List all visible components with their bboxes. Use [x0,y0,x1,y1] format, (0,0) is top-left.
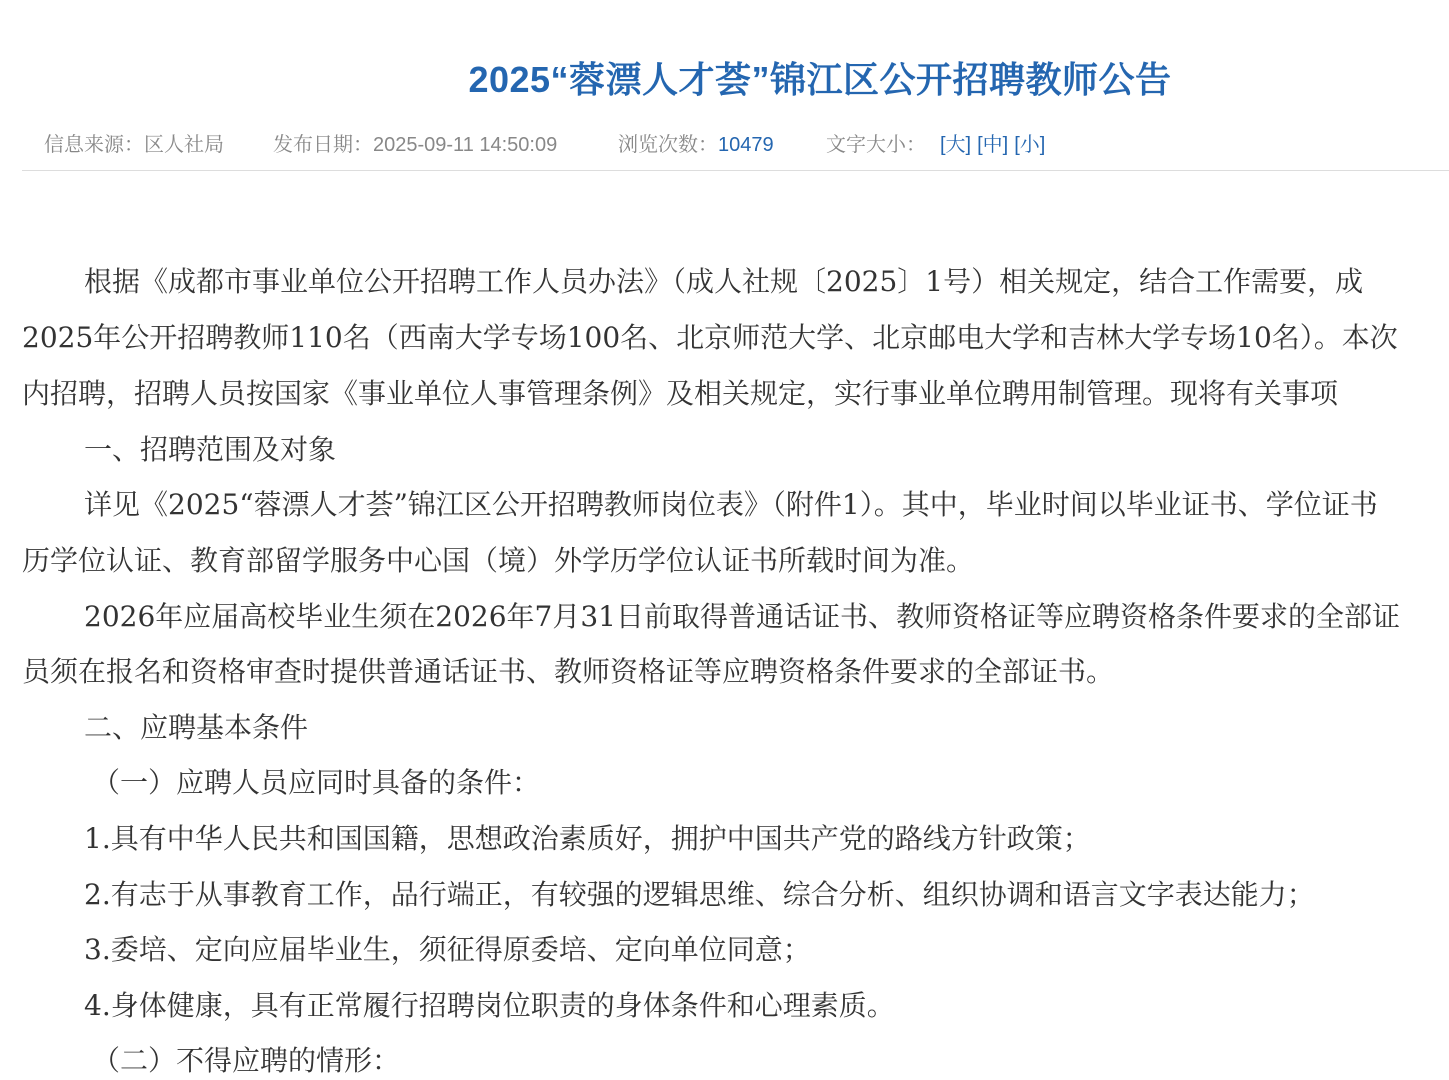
source-value: 区人社局 [144,134,224,156]
font-size-large-link[interactable]: [大] [940,134,972,156]
subsection-heading: （二）不得应聘的情形： [92,1044,401,1077]
date-value: 2025-09-11 14:50:09 [373,134,558,156]
views-value: 10479 [718,134,774,156]
font-size-small-link[interactable]: [小] [1014,134,1046,156]
list-item: 2.有志于从事教育工作，品行端正，有较强的逻辑思维、综合分析、组织协调和语言文字表达能力； [84,878,1315,911]
paragraph-line: 2025年公开招聘教师110名（西南大学专场100名、北京师范大学、北京邮电大学和吉林大学专场10名）。本次 [22,321,1398,354]
list-item: 1.具有中华人民共和国国籍，思想政治素质好，拥护中国共产党的路线方针政策； [84,822,1091,855]
article-title: 2025“蓉漂人才荟”锦江区公开招聘教师公告 [468,59,1172,100]
paragraph-line: 2026年应届高校毕业生须在2026年7月31日前取得普通话证书、教师资格证等应聘资格条件要求的全部证 [84,600,1400,633]
views-label: 浏览次数： [618,134,718,156]
list-item: 4.身体健康，具有正常履行招聘岗位职责的身体条件和心理素质。 [84,989,895,1022]
paragraph-line: 根据《成都市事业单位公开招聘工作人员办法》（成人社规〔2025〕1号）相关规定，结合工作需要，成 [84,265,1364,298]
source-label: 信息来源： [44,134,144,156]
section-heading: 二、应聘基本条件 [84,711,309,744]
list-item: 3.委培、定向应届毕业生，须征得原委培、定向单位同意； [84,933,811,966]
paragraph-line: 内招聘，招聘人员按国家《事业单位人事管理条例》及相关规定，实行事业单位聘用制管理。现将有关事项 [22,377,1339,410]
font-size-medium-link[interactable]: [中] [977,134,1009,156]
section-heading: 一、招聘范围及对象 [84,433,337,466]
paragraph-line: 历学位认证、教育部留学服务中心国（境）外学历学位认证书所载时间为准。 [22,544,975,577]
paragraph-line: 详见《2025“蓉漂人才荟”锦江区公开招聘教师岗位表》（附件1）。其中，毕业时间以毕业证书、学位证书 [84,488,1378,521]
paragraph-line: 员须在报名和资格审查时提供普通话证书、教师资格证等应聘资格条件要求的全部证书。 [22,655,1115,688]
subsection-heading: （一）应聘人员应同时具备的条件： [92,766,541,799]
fontsize-label: 文字大小： [826,134,926,156]
date-label: 发布日期： [273,134,373,156]
